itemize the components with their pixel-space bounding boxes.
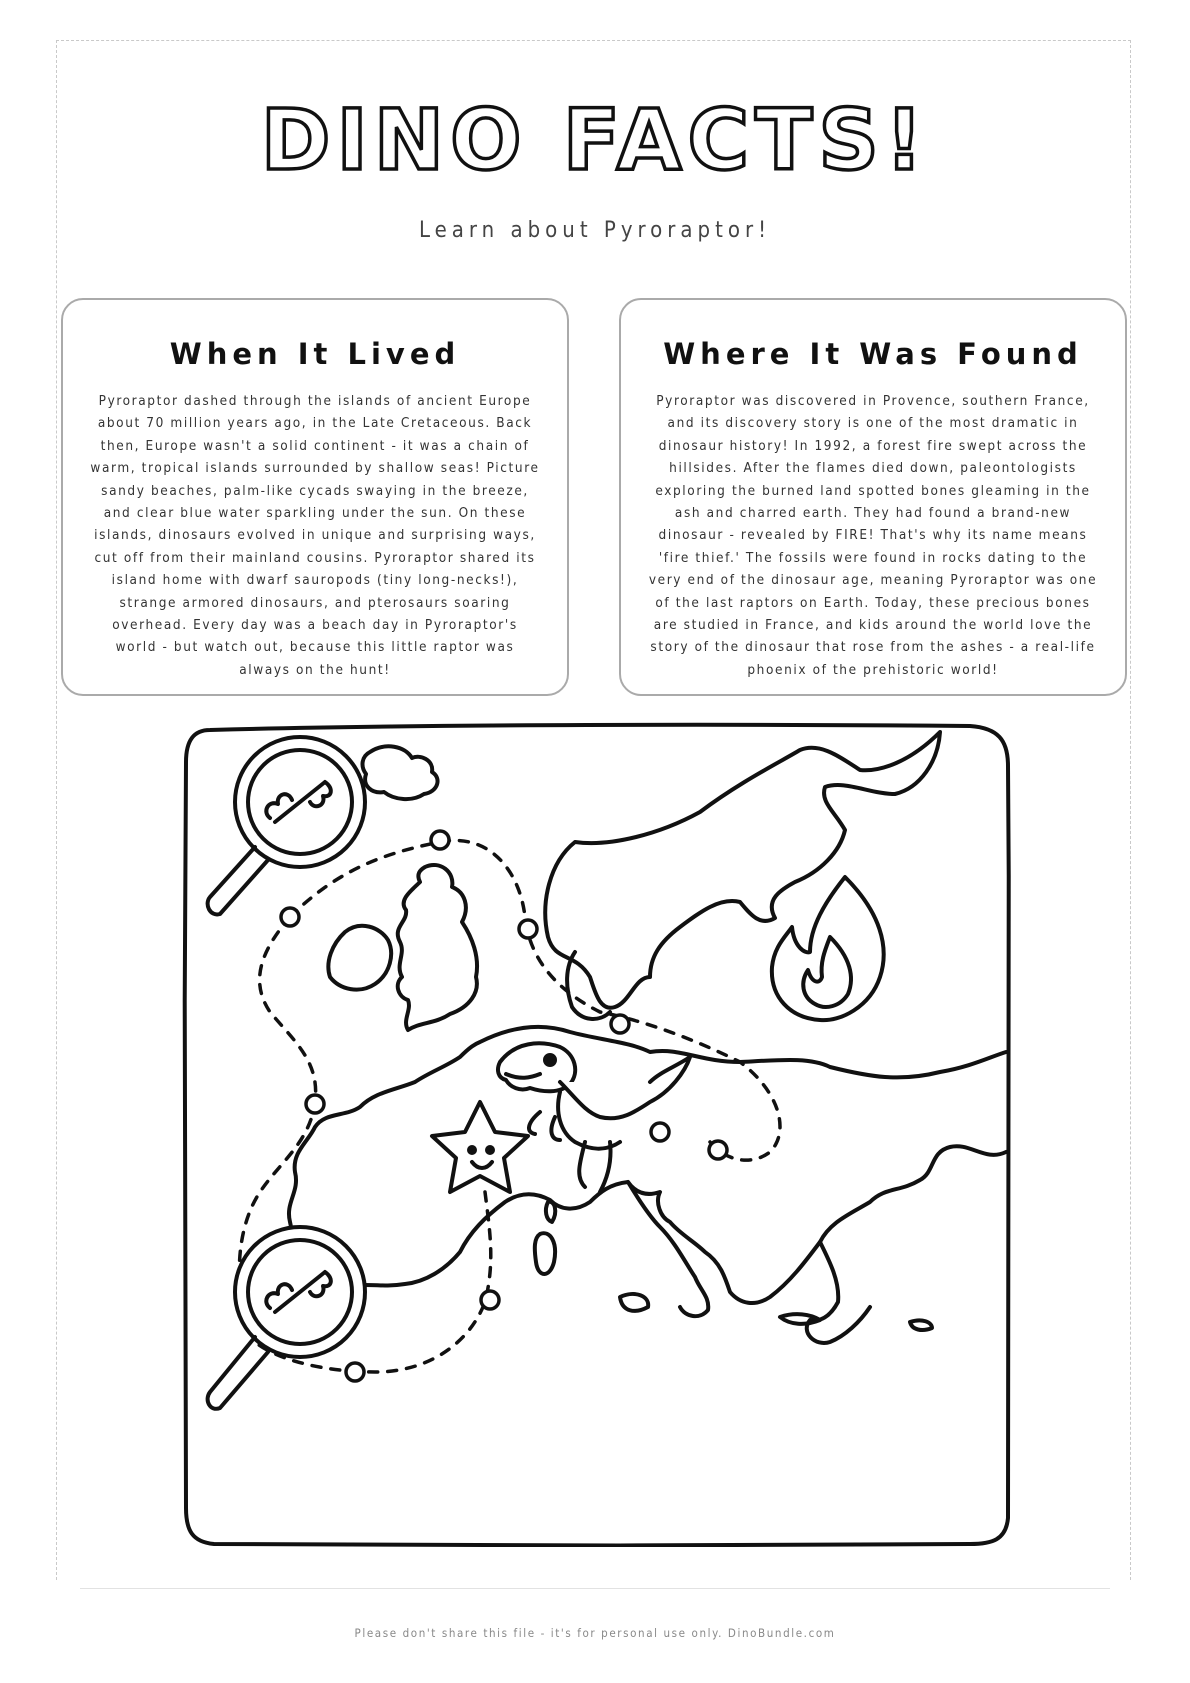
mainland-europe-shape — [289, 1027, 1006, 1303]
sicily-shape — [620, 1294, 648, 1311]
star-icon — [432, 1102, 528, 1192]
great-britain-shape — [398, 865, 477, 1030]
iceland-shape — [363, 746, 438, 799]
balkans-shape — [807, 1242, 870, 1343]
card-body: Pyroraptor was discovered in Provence, southern France, and its discovery story is one of the most dramatic in dinosaur history! In 1992, a forest fire swept across the hillsides. After the flames died down, paleontologists exploring the burned land spotted bones gleaming in the ash and charred earth. They had found a brand-new dinosaur - revealed by FIRE! That's why its name means 'fire thief.' The fossils were found in rocks dating to the very end of the dinosaur age, meaning Pyroraptor was one of the last raptors on Earth. Today, these precious bones are studied in France, and kids around the world love the story of the dinosaur that rose from the ashes - a real-life phoenix of the prehistoric world! — [648, 393, 1098, 678]
fire-icon — [772, 877, 884, 1020]
magnifying-glass-icon — [208, 1227, 365, 1409]
footer-divider — [80, 1588, 1110, 1589]
where-it-was-found-card — [619, 298, 1127, 696]
page-title: DINO FACTS! — [260, 91, 930, 189]
pyroraptor-icon — [498, 1043, 690, 1192]
magnifying-glass-icon — [208, 737, 365, 914]
sardinia-shape — [535, 1233, 555, 1274]
card-body: Pyroraptor dashed through the islands of ancient Europe about 70 million years ago, in the Late Cretaceous. Back then, Europe wasn't a solid continent - it was a chain of warm, tropical islands surrounded by shallow seas! Picture sandy beaches, palm-like cycads swaying in the breeze, and clear blue water sparkling under the sun. On these islands, dinosaurs evolved in unique and surprising ways, cut off from their mainland cousins. Pyroraptor shared its island home with dwarf sauropods (tiny long-necks!), strange armored dinosaurs, and pterosaurs soaring overhead. Every day was a beach day in Pyroraptor's world - but watch out, because this little raptor was always on the hunt! — [90, 393, 540, 678]
when-it-lived-card — [61, 298, 569, 696]
card-heading: Where It Was Found — [663, 337, 1083, 371]
crete-shape — [780, 1314, 820, 1324]
card-heading: When It Lived — [169, 337, 461, 371]
europe-map-illustration — [180, 722, 1016, 1547]
ireland-shape — [328, 926, 391, 990]
footer-notice: Please don't share this file - it's for personal use only. DinoBundle.com — [354, 1626, 836, 1640]
corsica-shape — [546, 1202, 555, 1222]
page-subtitle: Learn about Pyroraptor! — [418, 218, 772, 243]
cyprus-shape — [910, 1320, 932, 1330]
